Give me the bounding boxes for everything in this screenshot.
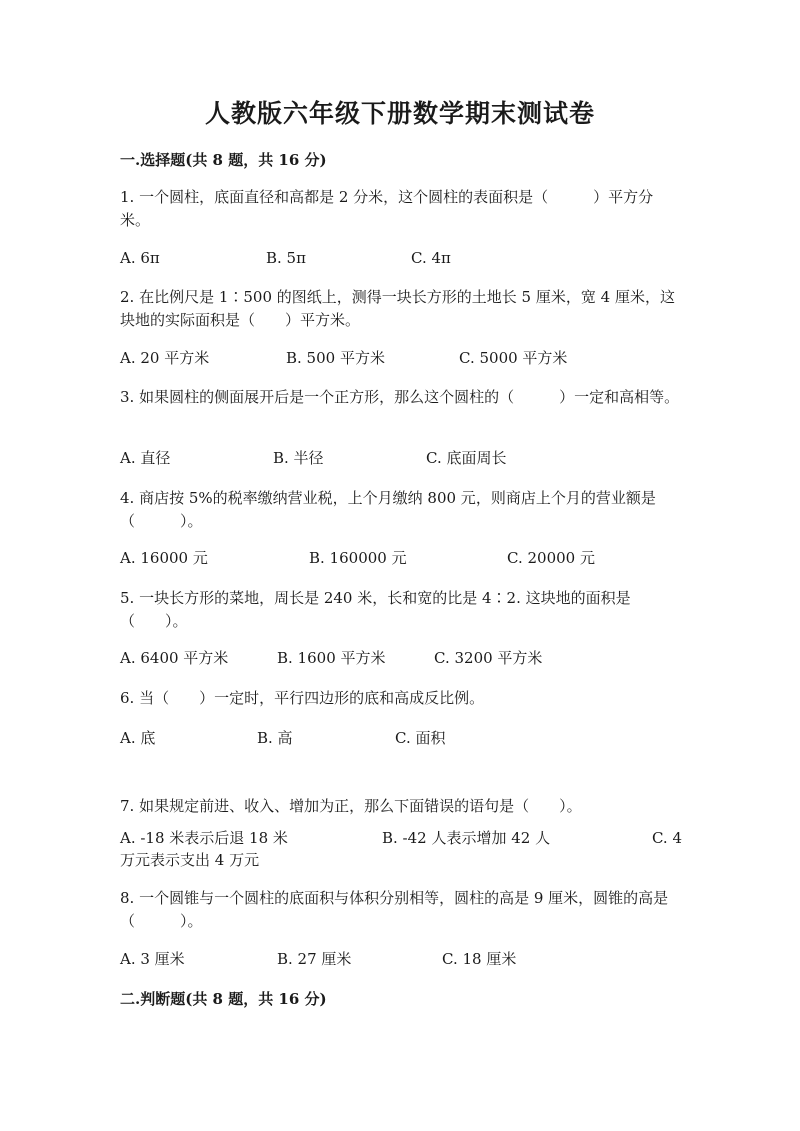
option-c: C. 4π — [411, 249, 451, 267]
question-8: 8. 一个圆锥与一个圆柱的底面积与体积分别相等，圆柱的高是 9 厘米，圆锥的高是（ ）。 — [120, 889, 669, 930]
option-c: C. 18 厘米 — [442, 950, 517, 968]
option-a: A. 6400 平方米 — [120, 649, 229, 667]
question-7: 7. 如果规定前进、收入、增加为正，那么下面错误的语句是（ ）。 — [120, 797, 582, 815]
option-a: A. 3 厘米 — [120, 950, 185, 968]
option-b: B. 高 — [257, 729, 293, 747]
option-b: B. 5π — [266, 249, 306, 267]
section-heading-choice: 一.选择题(共 8 题，共 16 分) — [120, 151, 327, 169]
option-b: B. 160000 元 — [309, 549, 407, 567]
option-b: B. 27 厘米 — [277, 950, 352, 968]
question-7-options — [120, 827, 682, 871]
question-5: 5. 一块长方形的菜地，周长是 240 米，长和宽的比是 4∶2. 这块地的面积是（ ）。 — [120, 589, 631, 630]
question-1: 1. 一个圆柱，底面直径和高都是 2 分米，这个圆柱的表面积是（ ）平方分米。 — [120, 188, 654, 229]
option-c: C. 面积 — [395, 729, 446, 747]
option-c: C. 4 — [651, 829, 682, 847]
option-c: C. 底面周长 — [426, 449, 507, 467]
page-title: 人教版六年级下册数学期末测试卷 — [204, 99, 595, 128]
question-4: 4. 商店按 5%的税率缴纳营业税，上个月缴纳 800 元，则商店上个月的营业额是（ ）。 — [120, 489, 656, 530]
question-2: 2. 在比例尺是 1∶500 的图纸上，测得一块长方形的土地长 5 厘米，宽 4 厘米，这块地的实际面积是（ ）平方米。 — [120, 288, 675, 329]
question-4-options — [120, 547, 682, 570]
question-1-options — [120, 247, 682, 270]
option-a: A. 20 平方米 — [120, 349, 210, 367]
option-a: A. 16000 元 — [120, 549, 208, 567]
option-b: B. 500 平方米 — [286, 349, 385, 367]
question-3: 3. 如果圆柱的侧面展开后是一个正方形，那么这个圆柱的（ ）一定和高相等。 — [120, 388, 680, 406]
question-6-options — [120, 727, 682, 750]
question-6: 6. 当（ ）一定时，平行四边形的底和高成反比例。 — [120, 689, 485, 707]
question-5-options — [120, 647, 682, 670]
question-8-options — [120, 948, 682, 971]
section-heading-judgement: 二.判断题(共 8 题，共 16 分) — [120, 990, 327, 1008]
option-b: B. -42 人表示增加 42 人 — [382, 829, 551, 847]
option-b: B. 半径 — [273, 449, 324, 467]
question-2-options — [120, 347, 682, 370]
option-b: B. 1600 平方米 — [277, 649, 386, 667]
option-a: A. 6π — [120, 249, 160, 267]
option-a: A. 直径 — [120, 449, 171, 467]
option-a: A. 底 — [120, 729, 156, 747]
option-c: C. 5000 平方米 — [459, 349, 568, 367]
option-c: C. 20000 元 — [507, 549, 595, 567]
option-c-continuation: 万元表示支出 4 万元 — [120, 851, 260, 869]
option-c: C. 3200 平方米 — [434, 649, 543, 667]
option-a: A. -18 米表示后退 18 米 — [120, 829, 288, 847]
question-3-options — [120, 447, 682, 470]
